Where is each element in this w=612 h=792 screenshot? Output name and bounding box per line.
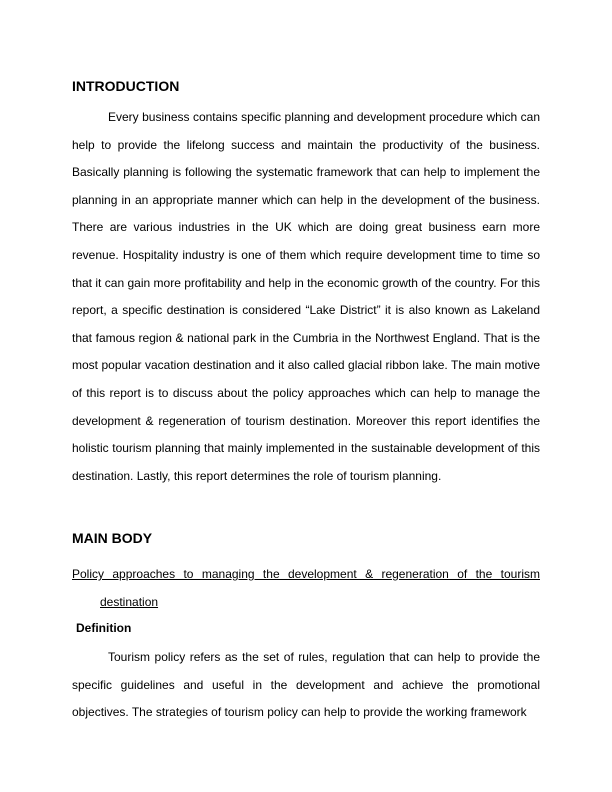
subsection-title: Policy approaches to managing the development & regeneration of the tourism destination: [72, 567, 540, 609]
definition-paragraph: Tourism policy refers as the set of rules, regulation that can help to provide the specific guidelines and useful in the development and achieve the promotional objectives. The strategies of tourism policy can help to provide the working framework: [72, 650, 540, 720]
introduction-heading: INTRODUCTION: [72, 78, 180, 94]
introduction-paragraph: Every business contains specific planning and development procedure which can help to provide the lifelong success and maintain the productivity of the business. Basically planning is following the systematic framework that can help to implement the planning in an appropriate manner which can help in the development of the business. There are various industries in the UK which are doing great business earn more revenue. Hospitality industry is one of them which require development time to time so that it can gain more profitability and help in the economic growth of the country. For this report, a specific destination is considered “Lake District” it is also known as Lakeland that famous region & national park in the Cumbria in the Northwest England. That is the most popular vacation destination and it also called glacial ribbon lake. The main motive of this report is to discuss about the policy approaches which can help to manage the development & regeneration of tourism destination. Moreover this report identifies the holistic tourism planning that mainly implemented in the sustainable development of this destination. Lastly, this report determines the role of tourism planning.: [72, 110, 540, 483]
definition-label: Definition: [76, 621, 132, 635]
main-body-heading: MAIN BODY: [72, 530, 153, 546]
